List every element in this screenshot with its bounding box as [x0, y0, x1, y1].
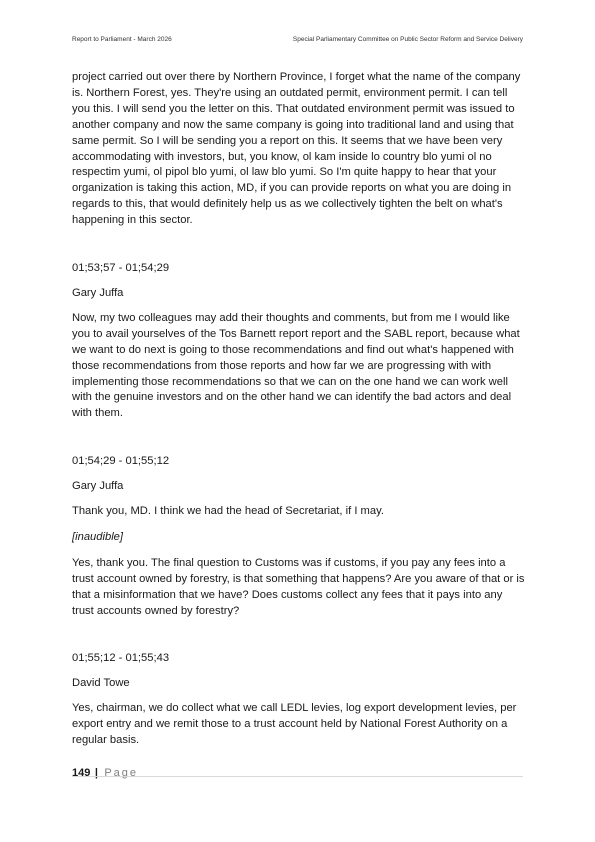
transcript-body	[72, 70, 527, 759]
header-committee-name: Special Parliamentary Committee on Public Sector Reform and Service Delivery	[292, 36, 523, 43]
page-label: Page	[104, 767, 139, 779]
footer-separator: |	[94, 767, 98, 779]
page-header	[72, 36, 523, 48]
footer-rule	[72, 776, 523, 777]
inaudible-note: [inaudible]	[72, 530, 124, 543]
speaker-name: Gary Juffa	[72, 286, 124, 299]
page-footer	[72, 763, 523, 781]
timestamp: 01;54;29 - 01;55;12	[72, 455, 170, 468]
timestamp: 01;55;12 - 01;55;43	[72, 652, 170, 665]
header-report-title: Report to Parliament - March 2026	[72, 36, 172, 43]
speaker-name: Gary Juffa	[72, 480, 124, 493]
transcript-paragraph: Now, my two colleagues may add their thoughts and comments, but from me I would like you to avail yourselves of the Tos Barnett report report and the SABL report, because what we want to do next is going to those recommendations and find out what's happened with those recommendations from those reports and how far we are progressing with with implementing those recommendations so that we can on the one hand we can work well with the genuine investors and on the other hand we can identify the bad actors and deal with them.	[72, 311, 520, 420]
transcript-paragraph: Thank you, MD. I think we had the head of Secretariat, if I may.	[72, 505, 384, 518]
page-number: 149	[72, 767, 91, 779]
transcript-paragraph: project carried out over there by Northern Province, I forget what the name of the company is. Northern Forest, yes. They're using an outdated permit, environment permit. I can tell you this. I will send you the letter on this. That outdated environment permit was issued to another company and now the same company is going into traditional land and using that same permit. So I will be sending you a report on this. It seems that we have been very accommodating with investors, but, you know, ol kam inside lo country blo yumi ol no respectim yumi, ol pipol blo yumi, ol law blo yumi. So I'm quite happy to hear that your organization is taking this action, MD, if you can provide reports on what you are doing in regards to this, that would definitely help us as we collectively tighten the belt on what's happening in this sector.	[72, 71, 521, 227]
transcript-paragraph: Yes, chairman, we do collect what we call LEDL levies, log export development levies, per export entry and we remit those to a trust account held by National Forest Authority on a regular basis.	[72, 702, 517, 747]
transcript-paragraph: Yes, thank you. The final question to Customs was if customs, if you pay any fees into a trust account owned by forestry, is that something that happens? Are you aware of that or is that a misinformation that we have? Does customs collect any fees that it pays into any trust accounts owned by forestry?	[72, 556, 525, 617]
speaker-name: David Towe	[72, 677, 130, 690]
timestamp: 01;53;57 - 01;54;29	[72, 262, 170, 275]
